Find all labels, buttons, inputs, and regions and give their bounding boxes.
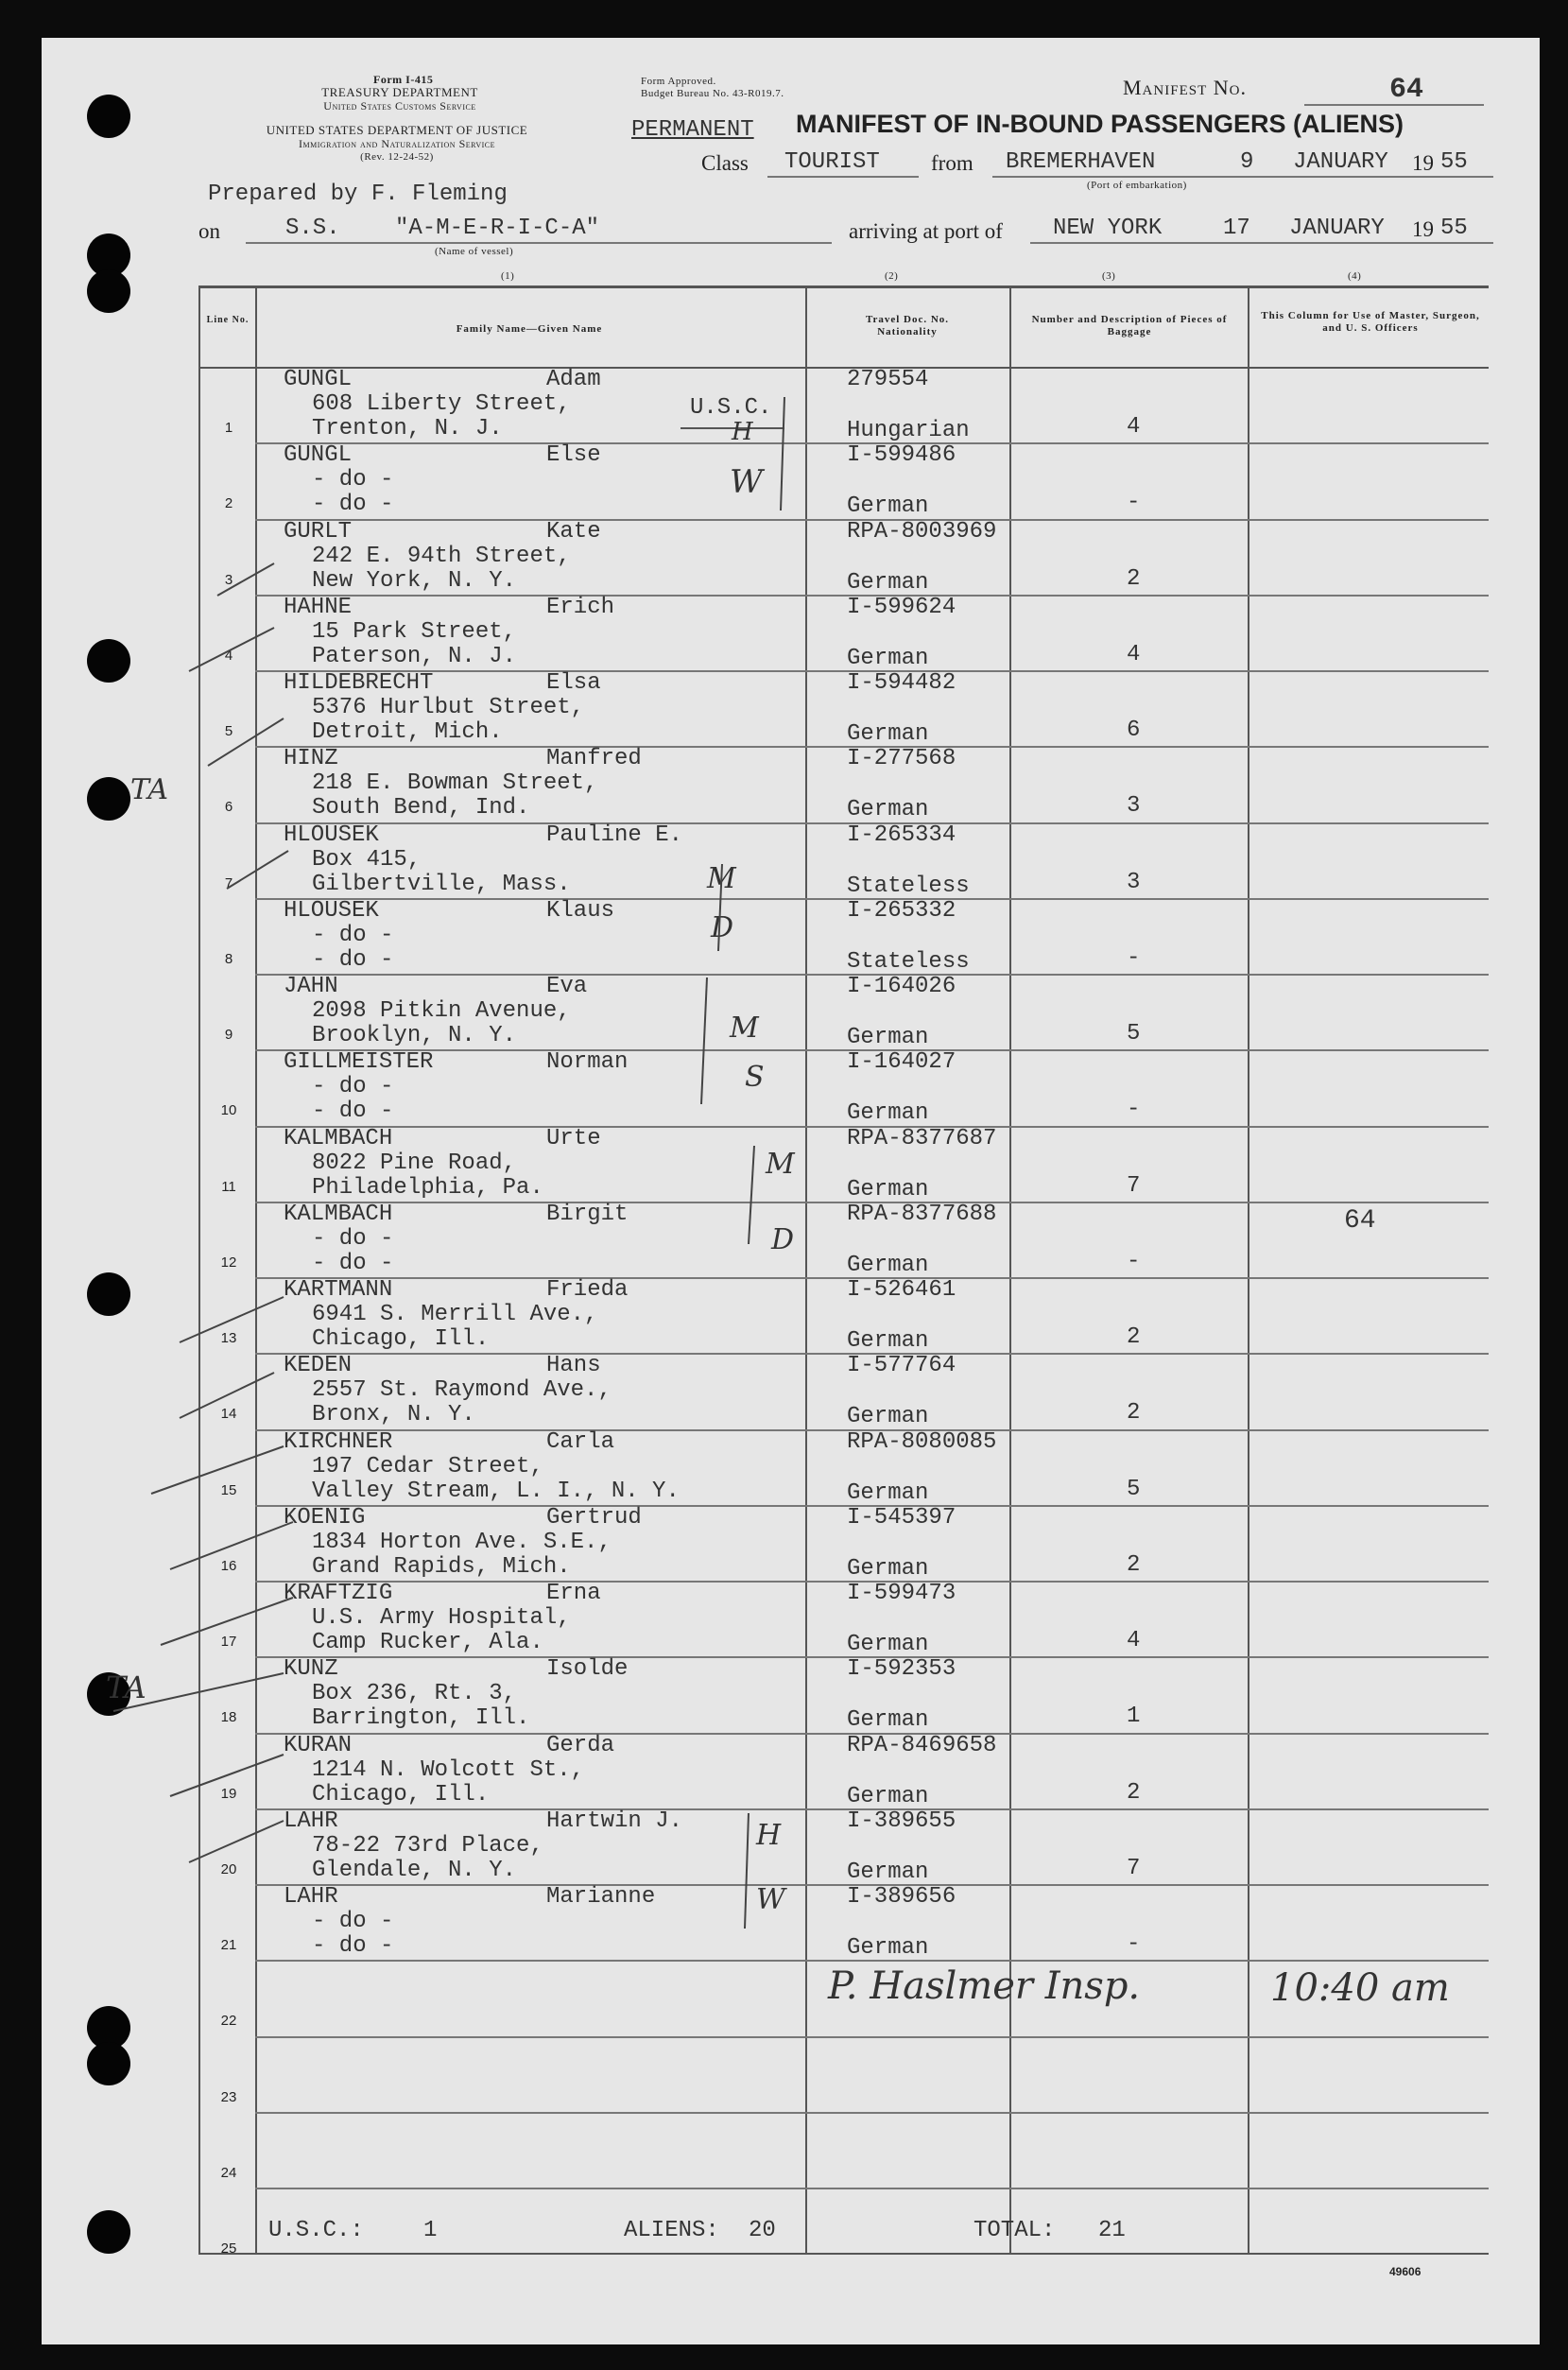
form-approved: Form Approved. [641, 76, 716, 87]
baggage-count: 1 [1127, 1704, 1141, 1730]
punch-hole [87, 95, 130, 138]
given-name: Pauline E. [546, 822, 683, 848]
nationality: German [847, 1935, 929, 1961]
handwritten-m: M [730, 1012, 759, 1045]
given-name: Gertrud [546, 1504, 642, 1531]
from-label: from [931, 151, 974, 175]
arrival-underline [1030, 242, 1493, 244]
address-line-2: Bronx, N. Y. [312, 1402, 475, 1428]
family-name: JAHN [284, 974, 338, 999]
header-officers: This Column for Use of Master, Surgeon, and U. S. Officers [1261, 310, 1480, 334]
family-name: GURLT [284, 518, 353, 545]
permanent-label: PERMANENT [631, 117, 754, 143]
from-day: 9 [1240, 149, 1254, 175]
treasury-label: TREASURY DEPARTMENT [321, 85, 478, 99]
travel-doc-number: RPA-8469658 [847, 1732, 997, 1758]
given-name: Marianne [546, 1884, 656, 1910]
table-header-rule [198, 367, 1489, 369]
line-number: 14 [220, 1406, 237, 1423]
line-number: 25 [220, 2240, 237, 2257]
address-line-1: 1214 N. Wolcott St., [312, 1756, 585, 1783]
baggage-count: - [1127, 1931, 1141, 1957]
given-name: Urte [546, 1125, 601, 1151]
arrival-year: 55 [1440, 216, 1468, 241]
nationality: German [847, 1100, 929, 1127]
address-line-1: - do - [312, 1909, 394, 1934]
travel-doc-number: I-545397 [847, 1504, 956, 1531]
address-line-1: 78-22 73rd Place, [312, 1832, 543, 1859]
vessel-caption: (Name of vessel) [435, 246, 514, 257]
family-name: KRAFTZIG [284, 1581, 393, 1606]
given-name: Adam [546, 367, 601, 392]
officer-mark: 64 [1344, 1206, 1376, 1236]
given-name: Frieda [546, 1277, 629, 1303]
arrival-port: NEW YORK [1053, 216, 1163, 241]
family-name: KUNZ [284, 1656, 338, 1683]
given-name: Gerda [546, 1732, 615, 1758]
handwritten-w: W [730, 463, 763, 501]
family-name: HAHNE [284, 594, 353, 620]
baggage-count: - [1127, 1097, 1141, 1123]
punch-hole [87, 269, 130, 313]
address-line-1: - do - [312, 1225, 394, 1252]
travel-doc-number: I-526461 [847, 1277, 956, 1303]
aliens-label: ALIENS: [624, 2218, 719, 2243]
address-line-1: 6941 S. Merrill Ave., [312, 1302, 598, 1327]
family-name: GILLMEISTER [284, 1049, 434, 1076]
given-name: Klaus [546, 897, 615, 924]
baggage-count: - [1127, 944, 1141, 971]
punch-hole [87, 2210, 130, 2254]
aliens-count: 20 [749, 2218, 776, 2243]
given-name: Birgit [546, 1201, 629, 1227]
travel-doc-number: I-265332 [847, 897, 956, 924]
manifest-no-underline [1304, 104, 1484, 106]
address-line-2: Chicago, Ill. [312, 1326, 490, 1352]
address-line-1: 8022 Pine Road, [312, 1150, 517, 1176]
family-name: HINZ [284, 746, 338, 772]
address-line-1: Box 415, [312, 846, 422, 873]
line-number: 17 [220, 1634, 237, 1650]
address-line-2: Camp Rucker, Ala. [312, 1630, 543, 1655]
punch-hole [87, 2042, 130, 2085]
address-line-2: South Bend, Ind. [312, 795, 530, 822]
header-baggage: Number and Description of Pieces of Baggage [1031, 314, 1228, 337]
vessel-prefix: S.S. [285, 216, 340, 241]
given-name: Erich [546, 594, 615, 620]
margin-ta-mark: TA [106, 1669, 146, 1705]
address-line-2: Valley Stream, L. I., N. Y. [312, 1478, 680, 1504]
family-name: HILDEBRECHT [284, 670, 434, 696]
family-name: KOENIG [284, 1504, 366, 1531]
table-bottom-rule [198, 2253, 1489, 2255]
from-year: 55 [1440, 149, 1468, 175]
address-line-2: - do - [312, 1933, 394, 1959]
address-line-2: - do - [312, 1099, 394, 1125]
given-name: Manfred [546, 746, 642, 772]
baggage-count: 7 [1127, 1172, 1141, 1199]
travel-doc-number: 279554 [847, 367, 929, 392]
travel-doc-number: I-277568 [847, 746, 956, 772]
travel-doc-number: I-265334 [847, 822, 956, 848]
line-number: 6 [224, 799, 233, 816]
line-number: 3 [224, 571, 233, 588]
handwritten-d: D [771, 1223, 795, 1256]
inspector-signature: P. Haslmer Insp. [828, 1964, 1141, 2008]
nationality: German [847, 1176, 929, 1202]
nationality: Stateless [847, 873, 970, 899]
row-rule [255, 2036, 1489, 2038]
from-underline [992, 176, 1493, 178]
nationality: German [847, 1632, 929, 1657]
from-year-prefix: 19 [1412, 151, 1434, 175]
col-doc-divider [1009, 285, 1011, 2253]
nationality: German [847, 1328, 929, 1354]
row-rule [255, 2112, 1489, 2114]
family-name: GUNGL [284, 367, 353, 392]
address-line-1: 1834 Horton Ave. S.E., [312, 1529, 612, 1555]
arrival-month: JANUARY [1289, 216, 1385, 241]
line-number: 18 [220, 1709, 237, 1726]
from-port: BREMERHAVEN [1006, 149, 1156, 175]
total-count: 21 [1098, 2218, 1126, 2243]
usc-label: U.S.C.: [268, 2218, 364, 2243]
nationality: German [847, 493, 929, 520]
column-number-3: (3) [1102, 270, 1116, 282]
family-name: KARTMANN [284, 1277, 393, 1303]
line-number: 20 [220, 1860, 237, 1877]
address-line-2: Chicago, Ill. [312, 1781, 490, 1808]
travel-doc-number: RPA-8377687 [847, 1125, 997, 1151]
handwritten-m: M [707, 862, 736, 895]
usc-annotation: U.S.C. [690, 395, 772, 421]
baggage-count: - [1127, 1248, 1141, 1274]
baggage-count: 2 [1127, 1551, 1141, 1578]
baggage-count: 4 [1127, 414, 1141, 440]
travel-doc-number: I-389656 [847, 1884, 956, 1910]
line-number: 10 [220, 1102, 237, 1119]
nationality: German [847, 1479, 929, 1506]
column-number-1: (1) [501, 270, 515, 282]
handwritten-w: W [756, 1883, 785, 1916]
class-label: Class [701, 151, 749, 175]
line-number: 19 [220, 1785, 237, 1802]
from-month: JANUARY [1293, 149, 1388, 175]
address-line-2: Trenton, N. J. [312, 416, 503, 441]
travel-doc-number: RPA-8080085 [847, 1428, 997, 1455]
nationality: German [847, 569, 929, 596]
family-name: GUNGL [284, 442, 353, 469]
handwritten-s: S [745, 1061, 765, 1094]
baggage-count: 2 [1127, 565, 1141, 592]
line-number: 15 [220, 1481, 237, 1498]
address-line-2: Glendale, N. Y. [312, 1857, 517, 1883]
family-name: LAHR [284, 1884, 338, 1910]
address-line-1: 5376 Hurlbut Street, [312, 695, 585, 720]
vessel-underline [246, 242, 832, 244]
nationality: German [847, 1404, 929, 1430]
baggage-count: 2 [1127, 1324, 1141, 1350]
address-line-1: - do - [312, 922, 394, 948]
baggage-count: 6 [1127, 718, 1141, 743]
address-line-2: Gilbertville, Mass. [312, 871, 571, 897]
address-line-2: - do - [312, 946, 394, 973]
ins-label: Immigration and Naturalization Service [298, 137, 495, 150]
class-underline [767, 176, 919, 178]
line-number: 21 [220, 1937, 237, 1953]
address-line-2: - do - [312, 1250, 394, 1276]
arriving-label: arriving at port of [849, 219, 1003, 243]
address-line-2: Philadelphia, Pa. [312, 1174, 543, 1201]
given-name: Hans [546, 1353, 601, 1379]
rev-label: (Rev. 12-24-52) [360, 151, 434, 163]
arrival-day: 17 [1223, 216, 1250, 241]
baggage-count: 4 [1127, 641, 1141, 667]
nationality: German [847, 1783, 929, 1809]
travel-doc-number: I-594482 [847, 670, 956, 696]
given-name: Hartwin J. [546, 1808, 683, 1834]
address-line-1: U.S. Army Hospital, [312, 1605, 571, 1631]
col-bags-divider [1248, 285, 1249, 2253]
prepared-by: Prepared by F. Fleming [208, 182, 508, 207]
port-caption: (Port of embarkation) [1087, 180, 1187, 191]
line-number: 13 [220, 1330, 237, 1346]
travel-doc-number: I-599473 [847, 1581, 956, 1606]
given-name: Elsa [546, 670, 601, 696]
family-name: LAHR [284, 1808, 338, 1834]
address-line-2: - do - [312, 492, 394, 518]
line-number: 11 [221, 1178, 236, 1195]
given-name: Carla [546, 1428, 615, 1455]
form-code: 49606 [1389, 2265, 1422, 2278]
nationality: Hungarian [847, 418, 970, 443]
given-name: Isolde [546, 1656, 629, 1683]
handwritten-h: H [732, 418, 753, 446]
margin-ta-mark: TA [130, 773, 169, 806]
header-line-no: Line No. [206, 315, 250, 325]
family-name: KEDEN [284, 1353, 353, 1379]
justice-label: UNITED STATES DEPARTMENT OF JUSTICE [266, 123, 528, 137]
baggage-count: 5 [1127, 1476, 1141, 1502]
address-line-2: Detroit, Mich. [312, 719, 503, 745]
column-number-2: (2) [885, 270, 899, 282]
line-number: 22 [220, 2013, 237, 2030]
given-name: Eva [546, 974, 588, 999]
line-number: 12 [220, 1254, 237, 1271]
class-value: TOURIST [784, 149, 880, 175]
given-name: Erna [546, 1581, 601, 1606]
address-line-1: Box 236, Rt. 3, [312, 1681, 517, 1707]
form-number: Form I-415 [373, 73, 434, 86]
nationality: German [847, 645, 929, 671]
travel-doc-number: I-577764 [847, 1353, 956, 1379]
address-line-1: 2557 St. Raymond Ave., [312, 1377, 612, 1404]
address-line-1: 15 Park Street, [312, 618, 517, 645]
arrival-year-prefix: 19 [1412, 217, 1434, 241]
nationality: German [847, 721, 929, 747]
nationality: German [847, 1025, 929, 1050]
travel-doc-number: I-592353 [847, 1656, 956, 1683]
line-number: 1 [224, 420, 233, 436]
line-number: 23 [220, 2088, 237, 2105]
address-line-1: 197 Cedar Street, [312, 1453, 543, 1479]
address-line-2: New York, N. Y. [312, 567, 517, 594]
baggage-count: 7 [1127, 1855, 1141, 1881]
vessel-name: "A-M-E-R-I-C-A" [395, 216, 600, 241]
address-line-1: 242 E. 94th Street, [312, 543, 571, 569]
punch-hole [87, 1272, 130, 1316]
budget-bureau: Budget Bureau No. 43-R019.7. [641, 88, 784, 99]
customs-label: United States Customs Service [323, 99, 476, 112]
given-name: Else [546, 442, 601, 469]
punch-hole [87, 639, 130, 683]
family-name: HLOUSEK [284, 897, 379, 924]
nationality: German [847, 1859, 929, 1885]
family-name: KIRCHNER [284, 1428, 393, 1455]
nationality: Stateless [847, 948, 970, 975]
nationality: German [847, 1555, 929, 1582]
baggage-count: 4 [1127, 1628, 1141, 1653]
col-name-divider [805, 285, 807, 2253]
address-line-2: Grand Rapids, Mich. [312, 1553, 571, 1580]
address-line-2: Brooklyn, N. Y. [312, 1023, 517, 1048]
travel-doc-number: I-389655 [847, 1808, 956, 1834]
baggage-count: 3 [1127, 869, 1141, 895]
baggage-count: 2 [1127, 1400, 1141, 1427]
line-number: 8 [224, 950, 233, 967]
line-number: 9 [224, 1027, 233, 1043]
address-line-1: - do - [312, 467, 394, 493]
manifest-title: MANIFEST OF IN-BOUND PASSENGERS (ALIENS) [796, 110, 1404, 138]
family-name: KALMBACH [284, 1125, 393, 1151]
address-line-1: 608 Liberty Street, [312, 391, 571, 417]
manifest-no-label: Manifest No. [1123, 76, 1247, 99]
travel-doc-number: RPA-8377688 [847, 1201, 997, 1227]
nationality: German [847, 1707, 929, 1734]
travel-doc-number: I-599624 [847, 594, 956, 620]
given-name: Norman [546, 1049, 629, 1076]
baggage-count: 5 [1127, 1021, 1141, 1047]
line-number: 2 [224, 495, 233, 512]
baggage-count: - [1127, 490, 1141, 516]
family-name: HLOUSEK [284, 822, 379, 848]
given-name: Kate [546, 518, 601, 545]
handwritten-h: H [756, 1819, 782, 1852]
baggage-count: 2 [1127, 1779, 1141, 1806]
table-top-rule [198, 285, 1489, 288]
manifest-no-value: 64 [1389, 74, 1424, 106]
line-number: 7 [224, 874, 233, 891]
handwritten-d: D [711, 911, 734, 944]
travel-doc-number: RPA-8003969 [847, 518, 997, 545]
line-number: 4 [224, 647, 233, 664]
address-line-2: Barrington, Ill. [312, 1705, 530, 1732]
on-label: on [198, 219, 220, 243]
baggage-count: 3 [1127, 793, 1141, 820]
total-label: TOTAL: [974, 2218, 1056, 2243]
row-rule [255, 2188, 1489, 2189]
header-travel-doc: Travel Doc. No. Nationality [865, 314, 950, 337]
travel-doc-number: I-164026 [847, 974, 956, 999]
line-number: 24 [220, 2164, 237, 2181]
address-line-2: Paterson, N. J. [312, 643, 517, 669]
family-name: KALMBACH [284, 1201, 393, 1227]
address-line-1: 2098 Pitkin Avenue, [312, 998, 571, 1024]
address-line-1: - do - [312, 1074, 394, 1100]
travel-doc-number: I-164027 [847, 1049, 956, 1076]
address-line-1: 218 E. Bowman Street, [312, 770, 598, 797]
nationality: German [847, 1252, 929, 1278]
column-number-4: (4) [1348, 270, 1362, 282]
header-name: Family Name—Given Name [456, 323, 603, 335]
inspection-time: 10:40 am [1270, 1966, 1450, 2010]
handwritten-m: M [766, 1148, 795, 1181]
family-name: KURAN [284, 1732, 353, 1758]
line-number: 5 [224, 723, 233, 739]
punch-hole [87, 777, 130, 821]
usc-count: 1 [423, 2218, 438, 2243]
line-number: 16 [220, 1557, 237, 1574]
nationality: German [847, 797, 929, 823]
travel-doc-number: I-599486 [847, 442, 956, 469]
